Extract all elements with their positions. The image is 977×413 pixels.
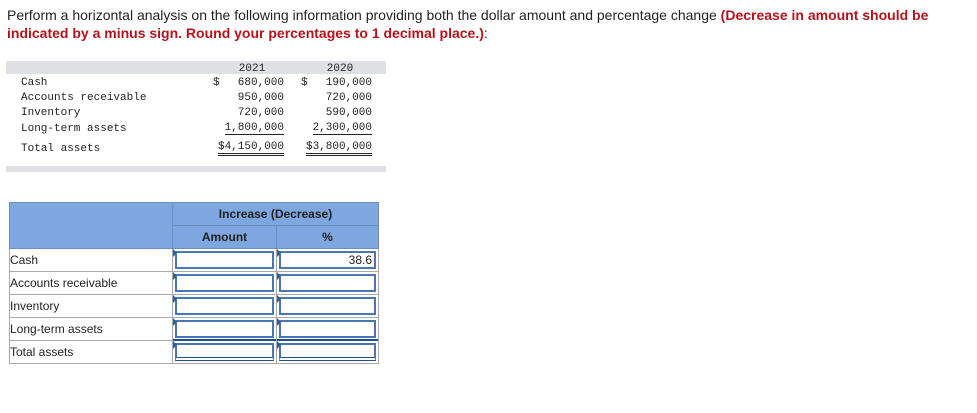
value-2021-ar: 950,000 <box>237 92 284 104</box>
year-2021-header: 2021 <box>238 63 266 75</box>
input-marker-icon <box>277 295 281 303</box>
given-label-total: Total assets <box>21 143 101 155</box>
year-2020-header: 2020 <box>326 63 354 75</box>
input-marker-icon <box>277 341 281 349</box>
input-marker-icon <box>173 272 177 280</box>
instructions-tail: : <box>483 25 488 41</box>
value-2021-total: $4,150,000 <box>202 141 284 153</box>
amount-cell-cash <box>173 249 277 272</box>
amount-cell-lta <box>173 318 277 341</box>
amount-input-lta[interactable] <box>175 320 274 338</box>
percent-cell-lta <box>277 318 379 341</box>
value-2021-lta: 1,800,000 <box>224 122 284 134</box>
value-2020-lta: 2,300,000 <box>312 122 372 134</box>
instructions <box>7 6 967 42</box>
row-label-ar: Accounts receivable <box>10 272 173 295</box>
row-label-inventory: Inventory <box>10 295 173 318</box>
amount-column-header: Amount <box>173 226 277 249</box>
table-row <box>10 272 379 295</box>
input-marker-icon <box>277 272 281 280</box>
dollar-sign-2020: $ <box>301 77 308 89</box>
table-row <box>10 318 379 341</box>
amount-input-total[interactable] <box>175 343 274 361</box>
amount-input-cash[interactable] <box>175 251 274 269</box>
percent-input-ar[interactable] <box>279 274 376 292</box>
input-marker-icon <box>173 318 177 326</box>
percent-column-header: % <box>277 226 379 249</box>
amount-input-ar[interactable] <box>175 274 274 292</box>
row-label-lta: Long-term assets <box>10 318 173 341</box>
percent-input-cash[interactable]: 38.6 <box>279 251 376 269</box>
percent-input-inventory[interactable] <box>279 297 376 315</box>
percent-cell-cash <box>277 249 379 272</box>
row-label-cash: Cash <box>10 249 173 272</box>
instructions-emphasis: (Decrease in amount should be indicated by a minus sign. Round your percentages to 1 decimal place.) <box>7 7 929 41</box>
given-data-panel <box>6 61 386 173</box>
percent-input-lta[interactable] <box>279 320 376 338</box>
value-2020-cash: 190,000 <box>325 77 372 89</box>
given-label-lta: Long-term assets <box>21 123 127 135</box>
percent-input-total[interactable] <box>279 343 376 361</box>
instructions-text: Perform a horizontal analysis on the following information providing both the dollar amount and percentage change <box>7 7 721 23</box>
percent-cell-total <box>277 341 379 364</box>
table-row <box>10 341 379 364</box>
table-row <box>10 295 379 318</box>
percent-cell-inventory <box>277 295 379 318</box>
given-label-ar: Accounts receivable <box>21 92 147 104</box>
input-marker-icon <box>277 249 281 257</box>
total-rule <box>277 339 378 341</box>
value-2020-inventory: 590,000 <box>325 107 372 119</box>
input-marker-icon <box>173 295 177 303</box>
percent-cell-ar <box>277 272 379 295</box>
total-rule <box>173 339 276 341</box>
increase-decrease-header: Increase (Decrease) <box>173 203 379 226</box>
amount-cell-ar <box>173 272 277 295</box>
input-marker-icon <box>173 249 177 257</box>
row-label-total: Total assets <box>10 341 173 364</box>
given-label-cash: Cash <box>21 77 48 89</box>
amount-input-inventory[interactable] <box>175 297 274 315</box>
given-label-inventory: Inventory <box>21 107 81 119</box>
table-row <box>10 249 379 272</box>
amount-cell-inventory <box>173 295 277 318</box>
value-2021-cash: 680,000 <box>237 77 284 89</box>
input-marker-icon <box>173 341 177 349</box>
input-marker-icon <box>277 318 281 326</box>
value-2021-inventory: 720,000 <box>237 107 284 119</box>
value-2020-total: $3,800,000 <box>290 141 372 153</box>
value-2020-ar: 720,000 <box>325 92 372 104</box>
dollar-sign-2021: $ <box>213 77 220 89</box>
amount-cell-total <box>173 341 277 364</box>
given-footer-band <box>6 166 386 172</box>
row-label-header-blank <box>10 203 173 249</box>
horizontal-analysis-table <box>9 202 379 364</box>
